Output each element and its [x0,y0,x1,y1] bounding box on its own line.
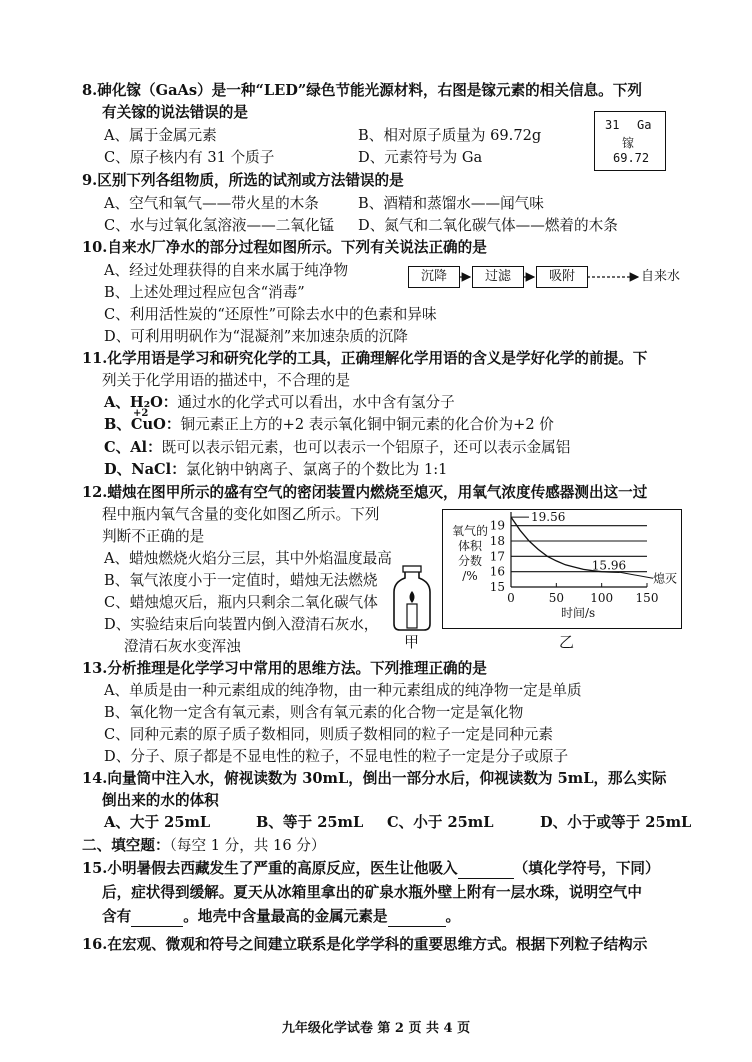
q11-a-text: 通过水的化学式可以看出，水中含有氢分子 [177,394,455,411]
element-atomic-number: 31 [605,118,620,132]
section2-title: 二、填空题： [82,837,170,854]
q10-option-a: A、经过处理获得的自来水属于纯净物 [104,262,349,279]
chart-end-annotation: 熄灭 [653,571,678,586]
q14-option-b: B、等于 25mL [256,814,364,831]
q13-option-b: B、氧化物一定含有氧元素，则含有氧元素的化合物一定是氧化物 [104,704,524,721]
chart-x-tick-label: 50 [548,591,564,605]
chart-x-tick-label: 150 [635,591,659,605]
element-name: 镓 [622,136,635,150]
flow-step-sedimentation: 沉降 [408,266,460,288]
chart-x-tick-label: 0 [507,591,515,605]
q11-d-text: 氯化钠中钠离子、氯离子的个数比为 1:1 [185,461,448,478]
q14-stem-line1: 14.向量筒中注入水，俯视读数为 30mL，倒出一部分水后，仰视读数为 5mL，那么实际 [82,770,667,787]
q9-option-a: A、空气和氧气——带火星的木条 [104,195,319,212]
q12-option-d-line1: D、实验结束后向装置内倒入澄清石灰水， [104,616,379,633]
q13-option-a: A、单质是由一种元素组成的纯净物，由一种元素组成的纯净物一定是单质 [104,682,582,699]
q12-option-c: C、蜡烛熄灭后，瓶内只剩余二氧化碳气体 [104,594,378,611]
chart-start-value-label: 19.56 [531,510,566,525]
chart-y-tick-label: 17 [489,549,505,564]
flow-output-tapwater: 自来水 [641,269,681,284]
q13-option-c: C、同种元素的原子质子数相同，则质子数相同的粒子一定是同种元素 [104,726,553,743]
q12-stem-line3: 判断不正确的是 [102,528,205,545]
chart-y-tick-label: 16 [489,564,505,579]
chart-end-leader [620,572,653,578]
q12-option-b: B、氧气浓度小于一定值时，蜡烛无法燃烧 [104,572,378,589]
element-mass: 69.72 [613,151,650,165]
chart-y-tick-label: 18 [489,534,505,548]
flow-step-filtration: 过滤 [472,266,524,288]
q13-option-d: D、分子、原子都是不显电性的粒子，不显电性的粒子一定是分子或原子 [104,748,569,765]
q15-line2: 后，症状得到缓解。夏天从冰箱里拿出的矿泉水瓶外壁上附有一层水珠，说明空气中 [102,884,642,901]
q10-stem: 10.自来水厂净水的部分过程如图所示。下列有关说法正确的是 [82,239,487,256]
q11-b-formula: B、CuO： [104,416,181,433]
q15-line3 [102,908,460,927]
q15-blank-2[interactable] [131,908,183,927]
chart-y-tick-label: 19 [489,518,505,533]
q11-c-formula: C、Al： [104,439,162,456]
q8-stem-line2: 有关镓的说法错误的是 [102,104,248,121]
q14-option-a: A、大于 25mL [104,814,211,831]
q13-stem: 13.分析推理是化学学习中常用的思维方法。下列推理正确的是 [82,660,487,677]
q12-stem-line2: 程中瓶内氧气含量的变化如图乙所示。下列 [102,506,380,523]
q12-stem-line1: 12.蜡烛在图甲所示的盛有空气的密闭装置内燃烧至熄灭，用氧气浓度传感器测出这一过 [82,484,648,501]
q12-option-a: A、蜡烛燃烧火焰分三层，其中外焰温度最高 [104,550,392,567]
chart-end-value-label: 15.96 [591,558,627,573]
q14-option-c: C、小于 25mL [387,814,494,831]
section2-heading [82,837,325,855]
q14-option-d: D、小于或等于 25mL [540,814,692,831]
q15-text: 15.小明暑假去西藏发生了严重的高原反应，医生让他吸入 [82,860,458,877]
chart-x-tick-label: 100 [590,591,614,605]
q10-option-b: B、上述处理过程应包含“消毒” [104,284,305,301]
flow-step-adsorption: 吸附 [536,266,588,288]
chart-ylabel-line: 分数 [457,554,482,568]
element-symbol: Ga [637,118,652,132]
q11-c-text: 既可以表示铝元素，也可以表示一个铝原子，还可以表示金属铝 [161,439,571,456]
q10-option-d: D、可利用明矾作为“混凝剂”来加速杂质的沉降 [104,328,408,345]
q15-line1 [82,860,660,879]
q11-b-valence: +2 [133,408,149,419]
chart-x-axis-label: 时间/s [561,606,596,620]
q12-option-d-line2: 澄清石灰水变浑浊 [124,638,241,655]
q8-option-a: A、属于金属元素 [104,127,217,144]
q15-blank-1[interactable] [458,860,514,879]
q16-line1: 16.在宏观、微观和符号之间建立联系是化学学科的重要思维方式。根据下列粒子结构示 [82,936,648,953]
q11-d-formula: D、NaCl： [104,461,186,478]
label-jia: 甲 [404,633,420,651]
q8-option-d: D、元素符号为 Ga [358,149,483,166]
q10-option-c: C、利用活性炭的“还原性”可除去水中的色素和异味 [104,306,437,323]
q9-stem: 9.区别下列各组物质，所选的试剂或方法错误的是 [82,172,404,189]
q11-stem-line2: 列关于化学用语的描述中，不合理的是 [102,372,351,389]
q15-text: 。地壳中含量最高的金属元素是 [183,908,388,925]
q14-stem-line2: 倒出来的水的体积 [102,792,219,809]
q9-option-c: C、水与过氧化氢溶液——二氧化锰 [104,217,335,234]
q15-blank-3[interactable] [388,908,446,927]
q15-text: 。 [445,908,461,925]
q11-a-formula: A、H₂O： [104,394,178,411]
chart-ylabel-line: 氧气的 [451,524,488,538]
q8-stem-line1: 8.砷化镓（GaAs）是一种“LED”绿色节能光源材料，右图是镓元素的相关信息。下列 [82,82,642,99]
chart-ylabel-line: /% [462,569,478,583]
q11-b-text: 铜元素正上方的+2 表示氧化铜中铜元素的化合价为+2 价 [180,416,554,433]
q9-option-d: D、氮气和二氧化碳气体——燃着的木条 [358,217,618,234]
chart-ylabel-line: 体积 [457,539,482,553]
q9-option-b: B、酒精和蒸馏水——闻气味 [358,195,544,212]
section2-note: （每空 1 分，共 16 分） [169,837,326,854]
page-footer: 九年级化学试卷 第 2 页 共 4 页 [281,1021,471,1036]
chart-y-tick-label: 15 [489,580,505,594]
q15-text: 含有 [102,908,132,925]
q8-option-b: B、相对原子质量为 69.72g [358,127,542,144]
q11-stem-line1: 11.化学用语是学习和研究化学的工具，正确理解化学用语的含义是学好化学的前提。下 [82,350,648,367]
q8-option-c: C、原子核内有 31 个质子 [104,149,275,166]
label-yi: 乙 [559,633,575,651]
q15-text: （填化学符号，下同） [513,860,660,877]
